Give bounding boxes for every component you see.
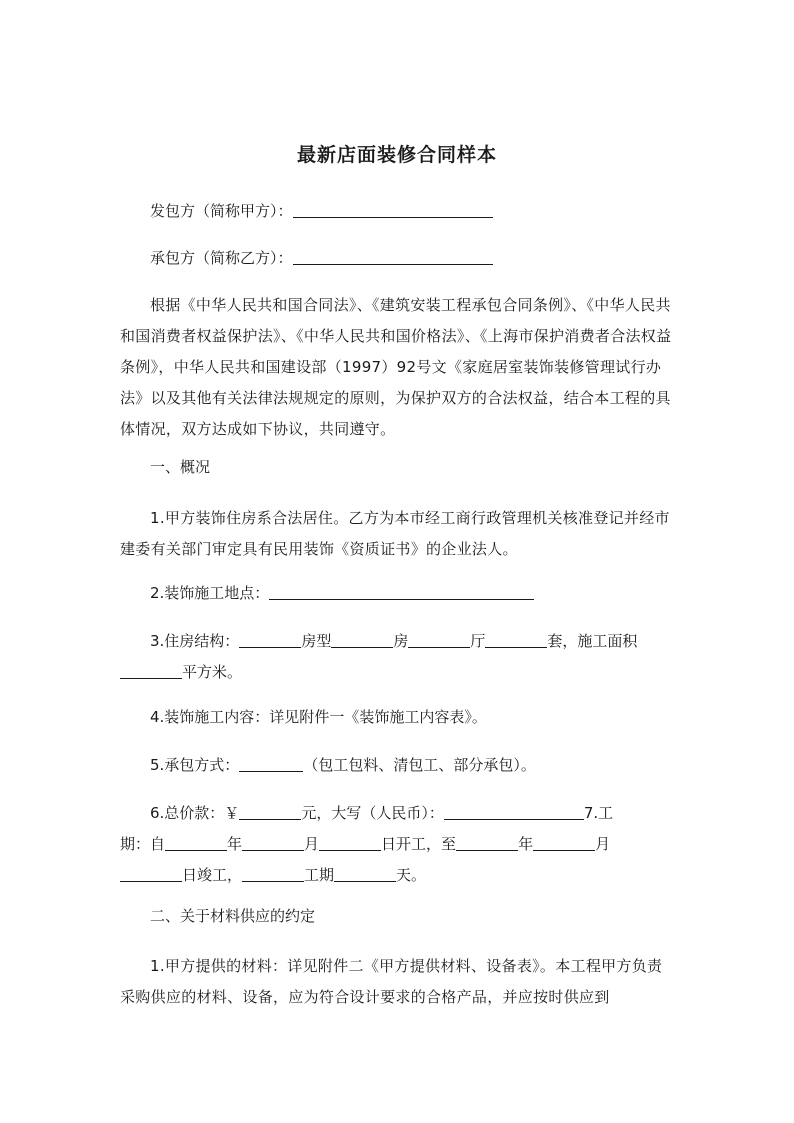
start-day-text: 日开工，至 bbox=[381, 835, 457, 853]
section-2-heading: 二、关于材料供应的约定 bbox=[150, 907, 316, 925]
schedule-line bbox=[120, 829, 675, 860]
contract-method-blank[interactable] bbox=[239, 753, 303, 772]
total-price-label: 6.总价款：￥ bbox=[150, 804, 240, 822]
contract-method-options: （包工包料、清包工、部分承包）。 bbox=[303, 756, 536, 774]
rooms-text: 房 bbox=[393, 632, 409, 650]
duration-prefix-blank[interactable] bbox=[242, 863, 304, 882]
area-blank[interactable] bbox=[120, 660, 182, 679]
price-in-words-label: 元，大写（人民币）： bbox=[301, 804, 444, 822]
section-1-item-1: 1.甲方装饰住房系合法居住。乙方为本市经工商行政管理机关核准登记并经市建委有关部门审定具有民用装饰《资质证书》的企业法人。 bbox=[120, 509, 670, 558]
duration-days-blank[interactable] bbox=[334, 863, 396, 882]
rooms-blank[interactable] bbox=[331, 629, 393, 648]
price-in-words-blank[interactable] bbox=[444, 801, 584, 820]
house-type-blank[interactable] bbox=[239, 629, 301, 648]
units-blank[interactable] bbox=[485, 629, 547, 648]
start-month-blank[interactable] bbox=[242, 832, 304, 851]
duration-label: 工期 bbox=[304, 866, 335, 884]
party-a-label: 发包方（简称甲方）： bbox=[150, 202, 293, 220]
section-2-item-1: 1.甲方提供的材料：详见附件二《甲方提供材料、设备表》。本工程甲方负责采购供应的材料、设备，应为符合设计要求的合格产品，并应按时供应到 bbox=[120, 957, 663, 1006]
duration-item-label: 7.工 bbox=[583, 804, 614, 822]
end-day-blank[interactable] bbox=[120, 863, 182, 882]
section-1-item-6 bbox=[120, 798, 675, 891]
section-1-item-3 bbox=[120, 626, 675, 688]
price-line bbox=[120, 798, 675, 829]
start-year-text: 年 bbox=[227, 835, 243, 853]
party-b-label: 承包方（简称乙方）： bbox=[150, 249, 293, 267]
construction-site-blank[interactable] bbox=[269, 581, 534, 600]
total-price-blank[interactable] bbox=[239, 801, 301, 820]
halls-text: 厅 bbox=[470, 632, 486, 650]
housing-structure-label: 3.住房结构： bbox=[150, 632, 240, 650]
completion-line bbox=[120, 860, 675, 891]
housing-structure-line-1 bbox=[120, 626, 675, 657]
party-a-blank[interactable] bbox=[293, 199, 493, 218]
party-b-blank[interactable] bbox=[293, 246, 493, 265]
document-title: 最新店面装修合同样本 bbox=[296, 144, 497, 166]
housing-structure-line-2 bbox=[120, 657, 675, 688]
house-type-text: 房型 bbox=[301, 632, 332, 650]
square-meters-text: 平方米。 bbox=[182, 663, 243, 681]
end-month-blank[interactable] bbox=[533, 832, 595, 851]
section-1-item-2 bbox=[120, 578, 705, 609]
party-a-line bbox=[120, 196, 705, 227]
area-text: 套，施工面积 bbox=[547, 632, 638, 650]
halls-blank[interactable] bbox=[408, 629, 470, 648]
construction-site-label: 2.装饰施工地点： bbox=[150, 584, 270, 602]
completion-text: 日竣工， bbox=[182, 866, 243, 884]
section-1-item-5 bbox=[120, 750, 705, 781]
days-text: 天。 bbox=[396, 866, 427, 884]
end-year-blank[interactable] bbox=[456, 832, 518, 851]
preamble-paragraph: 根据《中华人民共和国合同法》、《建筑安装工程承包合同条例》、《中华人民共和国消费者权益保护法》、《中华人民共和国价格法》、《上海市保护消费者合法权益条例》，中华人民共和国建设部（1997）92号文《家庭居室装饰装修管理试行办法》以及其他有关法律法规规定的原则，为保护双方的合法权益，结合本工程的具体情况，双方达成如下协议，共同遵守。 bbox=[120, 296, 672, 438]
contract-method-label: 5.承包方式： bbox=[150, 756, 240, 774]
party-b-line bbox=[120, 243, 705, 274]
section-1-heading: 一、概况 bbox=[150, 458, 211, 476]
start-day-blank[interactable] bbox=[319, 832, 381, 851]
start-label: 期：自 bbox=[120, 835, 166, 853]
section-1-item-4: 4.装饰施工内容：详见附件一《装饰施工内容表》。 bbox=[150, 708, 487, 726]
end-year-text: 年 bbox=[518, 835, 534, 853]
start-year-blank[interactable] bbox=[165, 832, 227, 851]
start-month-text: 月 bbox=[304, 835, 320, 853]
end-month-text: 月 bbox=[595, 835, 611, 853]
